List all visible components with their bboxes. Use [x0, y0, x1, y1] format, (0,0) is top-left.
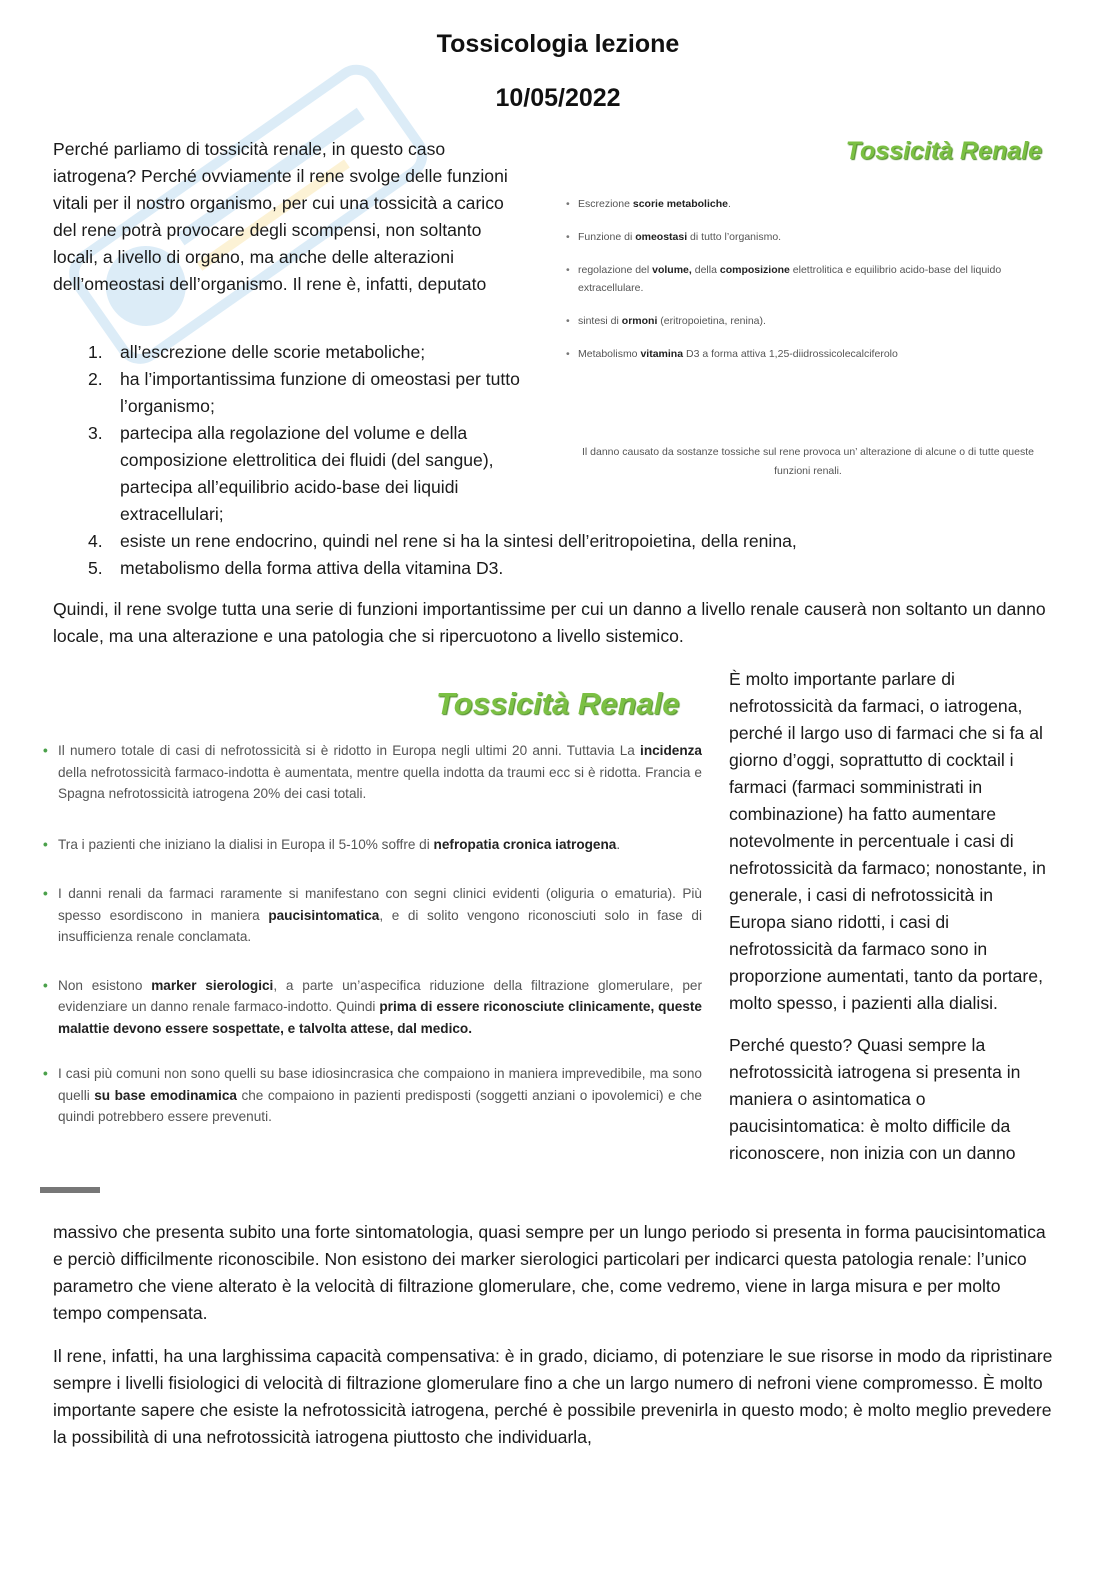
list-item-text: esiste un rene endocrino, quindi nel rene si ha la sintesi dell’eritropoietina, della renina,	[120, 531, 797, 551]
slide-title: Tossicità Renale	[436, 686, 680, 721]
list-item-number: 2.	[88, 369, 103, 389]
slide-bottom-bar	[40, 1187, 100, 1193]
list-item-number: 3.	[88, 423, 103, 443]
list-item-text: ha l’importantissima funzione di omeostasi per tutto l’organismo;	[120, 369, 520, 416]
slide-bullet-list	[42, 740, 702, 1128]
paragraph: Il rene, infatti, ha una larghissima capacità compensativa: è in grado, diciamo, di potenziare le sue risorse in modo da ripristinare sempre i livelli fisiologici di velocità di filtrazione glomerulare fino a che un largo numero di nefroni viene compromesso. È molto importante sapere che esiste la nefrotossicità iatrogena, perché è possibile prevenirla in questo modo; è molto meglio prevedere la possibilità di una nefrotossicità iatrogena piuttosto che individuarla,	[53, 1346, 1053, 1447]
list-item-number: 5.	[88, 558, 103, 578]
slide-caption: Il danno causato da sostanze tossiche sul rene provoca un’ alterazione di alcune o di tutte queste funzioni renali.	[582, 446, 1034, 477]
slide-bullet: • Metabolismo vitamina D3 a forma attiva 1,25-diidrossicolecalciferolo	[566, 345, 1050, 363]
slide-bullet: • sintesi di ormoni (eritropoietina, renina).	[566, 312, 1050, 330]
document-title: Tossicologia lezione	[436, 30, 680, 58]
list-item	[53, 528, 953, 555]
bullet-icon: •	[43, 977, 48, 993]
slide-bullet: • Il numero totale di casi di nefrotossicità si è ridotto in Europa negli ultimi 20 anni. Tuttavia La incidenza della nefrotossicità farmaco-indotta è aumentata, mentre quella indotta da traumi ecc si è ridotta. Francia e Spagna nefrotossicità iatrogena 20% dei casi totali.	[42, 740, 702, 805]
bullet-icon: •	[566, 264, 570, 276]
slide-bullet: • Escrezione scorie metaboliche.	[566, 195, 1050, 213]
list-item-number: 1.	[88, 342, 103, 362]
paragraph: È molto importante parlare di nefrotossicità da farmaci, o iatrogena, perché il largo uso di farmaci che si fa al giorno d’oggi, soprattutto di cocktail i farmaci (farmaci somministrati in combinazione) ha fatto aumentare notevolmente in percentuale i casi di nefrotossicità da farmaco; nonostante, in generale, i casi di nefrotossicità in Europa siano ridotti, i casi di nefrotossicità da farmaco sono in proporzione aumentati, tanto da portare, molto spesso, i pazienti alla dialisi.	[729, 669, 1046, 1013]
bullet-icon: •	[43, 836, 48, 852]
bullet-icon: •	[43, 886, 48, 901]
slide-bullet: • I casi più comuni non sono quelli su base idiosincrasica che compaiono in maniera imprevedibile, ma sono quelli su base emodinamica che compaiono in pazienti predisposti (soggetti anziani o ipovolemici) e che quindi potrebbero essere prevenuti.	[42, 1063, 702, 1128]
bullet-icon: •	[566, 231, 570, 243]
slide-bullet-list	[566, 195, 1050, 378]
bullet-icon: •	[566, 198, 570, 210]
right-column	[729, 666, 1049, 1167]
slide-bullet: • Funzione di omeostasi di tutto l’organismo.	[566, 228, 1050, 246]
document-date: 10/05/2022	[495, 84, 621, 112]
bullet-icon: •	[43, 1066, 48, 1081]
paragraph: Quindi, il rene svolge tutta una serie di funzioni importantissime per cui un danno a livello renale causerà non soltanto un danno locale, ma una alterazione e una patologia che si ripercuotono a livello sistemico.	[53, 599, 1046, 646]
slide-bullet: • regolazione del volume, della composizione elettrolitica e equilibrio acido-base del liquido extracellulare.	[566, 261, 1050, 297]
list-item	[53, 555, 953, 582]
slide-bullet: • Non esistono marker sierologici, a parte un’aspecifica riduzione della filtrazione glomerulare, per evidenziare un danno renale farmaco-indotto. Quindi prima di essere riconosciute clinicamente, queste malattie devono essere sospettate, e talvolta attese, dal medico.	[42, 975, 702, 1040]
paragraph: Perché questo? Quasi sempre la nefrotossicità iatrogena si presenta in maniera o asintomatica o paucisintomatica: è molto difficile da riconoscere, non inizia con un danno	[729, 1035, 1021, 1163]
slide-bullet: • I danni renali da farmaci raramente si manifestano con segni clinici evidenti (oliguria o ematuria). Più spesso esordiscono in maniera paucisintomatica, e di solito vengono riconosciuti solo in fase di insufficienza renale conclamata.	[42, 883, 702, 948]
list-item-text: metabolismo della forma attiva della vitamina D3.	[120, 558, 504, 578]
paragraph: massivo che presenta subito una forte sintomatologia, quasi sempre per un lungo periodo si presenta in forma paucisintomatica e perciò difficilmente riconoscibile. Non esistono dei marker sierologici particolari per indicarci questa patologia renale: l’unico parametro che viene alterato è la velocità di filtrazione glomerulare, che, come vedremo, viene in larga misura e per molto tempo compensata.	[53, 1222, 1046, 1323]
slide-bullet: • Tra i pazienti che iniziano la dialisi in Europa il 5-10% soffre di nefropatia cronica iatrogena.	[42, 834, 702, 856]
bullet-icon: •	[43, 743, 48, 758]
slide-image-nephrotoxicity	[38, 680, 706, 1195]
list-item-text: partecipa alla regolazione del volume e della composizione elettrolitica dei fluidi (del sangue), partecipa all’equilibrio acido-base dei liquidi extracellulari;	[120, 423, 494, 524]
bullet-icon: •	[566, 348, 570, 360]
list-item-number: 4.	[88, 531, 103, 551]
list-item-text: all’escrezione delle scorie metaboliche;	[120, 342, 426, 362]
slide-title: Tossicità Renale	[845, 137, 1042, 165]
intro-paragraph: Perché parliamo di tossicità renale, in questo caso iatrogena? Perché ovviamente il rene svolge delle funzioni vitali per il nostro organismo, per cui una tossicità a carico del rene potrà provocare degli scompensi, non soltanto locali, a livello di organo, ma anche delle alterazioni dell’omeostasi dell’organismo. Il rene è, infatti, deputato	[53, 139, 508, 294]
slide-image-kidney-functions	[556, 125, 1056, 495]
bullet-icon: •	[566, 315, 570, 327]
